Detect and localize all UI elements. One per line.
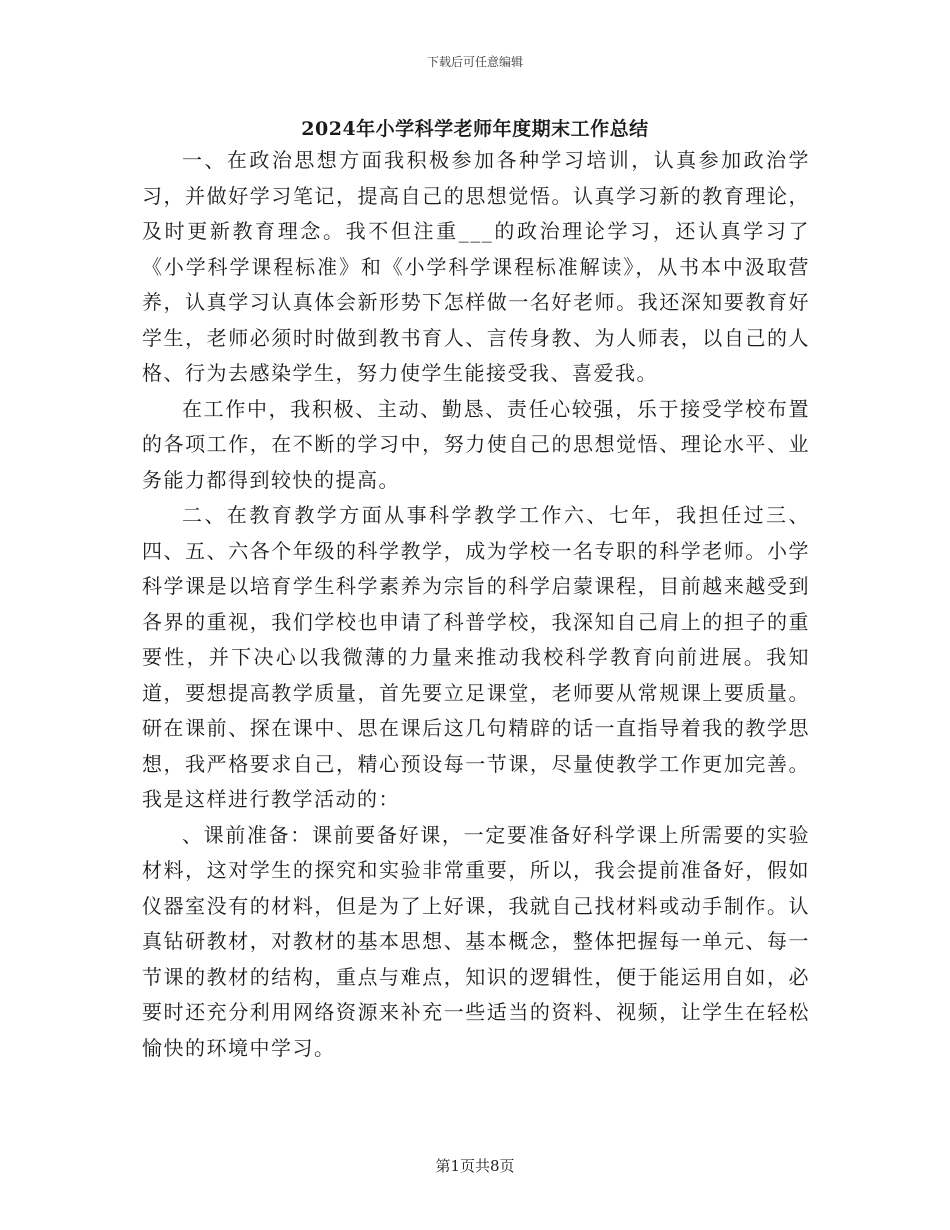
paragraph-political: 一、在政治思想方面我积极参加各种学习培训，认真参加政治学习，并做好学习笔记，提高自己的思想觉悟。认真学习新的教育理论，及时更新教育理念。我不但注重___的政治理论学习，还认真学习了《小学科学课程标准》和《小学科学课程标准解读》，从书本中汲取营养，认真学习认真体会新形势下怎样做一名好老师。我还深知要教育好学生，老师必须时时做到教书育人、言传身教、为人师表，以自己的人格、行为去感染学生，努力使学生能接受我、喜爱我。 [142, 148, 810, 385]
paragraph-preparation: 、课前准备：课前要备好课，一定要准备好科学课上所需要的实验材料，这对学生的探究和实验非常重要，所以，我会提前准备好，假如仪器室没有的材料，但是为了上好课，我就自己找材料或动手制作。认真钻研教材，对教材的基本思想、基本概念，整体把握每一单元、每一节课的教材的结构，重点与难点，知识的逻辑性，便于能运用自如，必要时还充分利用网络资源来补充一些适当的资料、视频，让学生在轻松愉快的环境中学习。 [142, 822, 810, 1060]
header-note: 下载后可任意编辑 [426, 55, 523, 69]
page-footer: 第1页共8页 [435, 1157, 515, 1175]
paragraph-teaching: 二、在教育教学方面从事科学教学工作六、七年，我担任过三、四、五、六各个年级的科学教学，成为学校一名专职的科学老师。小学科学课是以培育学生科学素养为宗旨的科学启蒙课程，目前越来越受到各界的重视，我们学校也申请了科普学校，我深知自己肩上的担子的重要性，并下决心以我微薄的力量来推动我校科学教育向前进展。我知道，要想提高教学质量，首先要立足课堂，老师要从常规课上要质量。研在课前、探在课中、思在课后这几句精辟的话一直指导着我的教学思想，我严格要求自己，精心预设每一节课，尽量使教学工作更加完善。我是这样进行教学活动的： [142, 503, 810, 811]
document-body [142, 143, 810, 1066]
paragraph-work-attitude: 在工作中，我积极、主动、勤恳、责任心较强，乐于接受学校布置的各项工作，在不断的学习中，努力使自己的思想觉悟、理论水平、业务能力都得到较快的提高。 [142, 396, 810, 492]
document-title: 2024年小学科学老师年度期末工作总结 [301, 118, 649, 140]
